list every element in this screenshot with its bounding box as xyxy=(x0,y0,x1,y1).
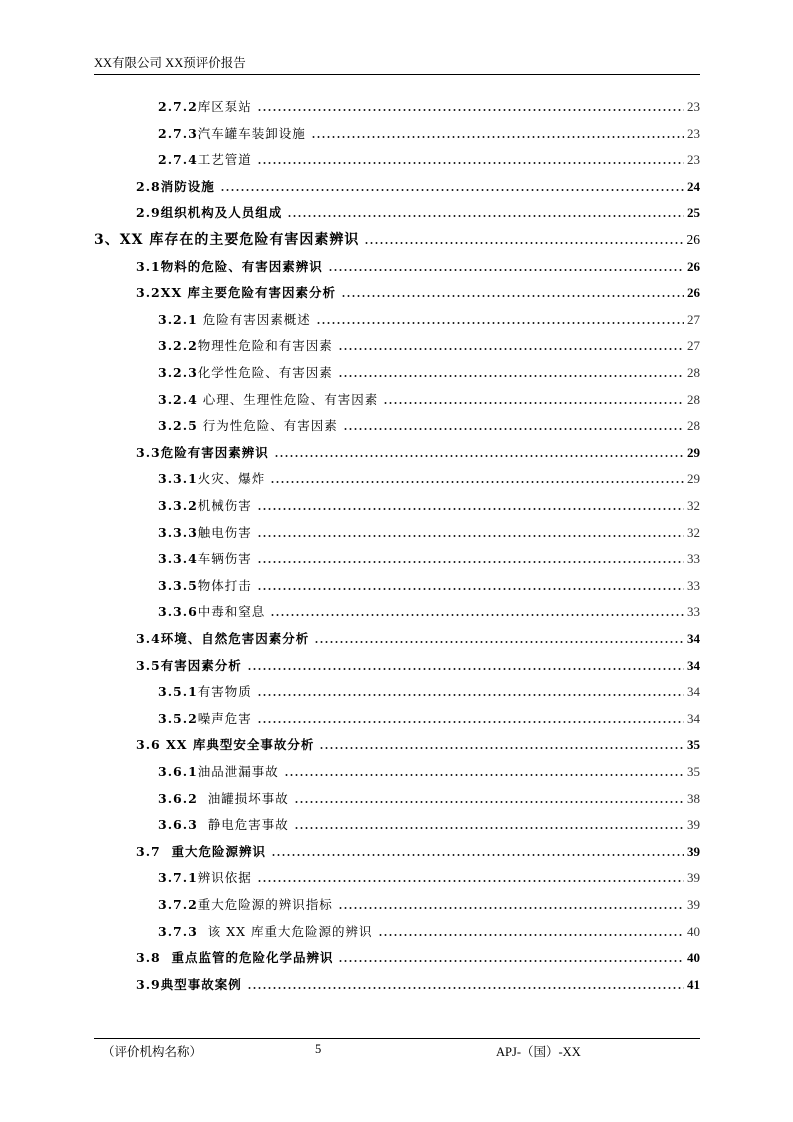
toc-entry-page: 23 xyxy=(687,125,700,141)
toc-entry[interactable] xyxy=(94,230,700,248)
toc-dot-leader xyxy=(294,816,684,830)
toc-entry-number: 3.7 xyxy=(136,843,161,859)
toc-entry[interactable] xyxy=(158,496,700,514)
toc-dot-leader xyxy=(338,364,684,378)
toc-entry-text xyxy=(136,631,311,647)
toc-entry[interactable] xyxy=(158,523,700,541)
toc-dot-leader xyxy=(338,949,684,963)
toc-dot-leader xyxy=(257,710,684,724)
toc-entry-page: 28 xyxy=(687,365,700,380)
toc-entry[interactable] xyxy=(158,124,700,142)
toc-entry-number: 3.3.5 xyxy=(158,577,198,593)
toc-entry-page: 23 xyxy=(687,99,700,114)
toc-entry[interactable] xyxy=(158,602,700,620)
toc-entry-text xyxy=(158,392,380,408)
toc-entry-text xyxy=(136,179,217,195)
toc-entry-page: 34 xyxy=(687,684,700,700)
toc-entry-title: 重点监管的危险化学品辨识 xyxy=(160,950,334,966)
toc-entry-text xyxy=(158,152,254,168)
toc-entry-text xyxy=(158,99,254,115)
toc-entry-page: 29 xyxy=(687,444,700,460)
toc-entry-text xyxy=(158,870,254,886)
toc-dot-leader xyxy=(314,630,684,644)
toc-entry-title: 汽车罐车装卸设施 xyxy=(197,125,306,141)
toc-entry-page: 32 xyxy=(687,498,700,513)
toc-entry-number: 3.2 xyxy=(136,285,161,301)
toc-entry-title: 重大危险源的辨识指标 xyxy=(197,897,333,912)
toc-entry-title: XX 库典型安全事故分析 xyxy=(160,737,315,753)
toc-entry-text xyxy=(158,365,335,381)
toc-entry[interactable] xyxy=(136,735,700,753)
toc-entry-page: 27 xyxy=(687,311,700,327)
toc-dot-leader xyxy=(247,976,684,990)
toc-entry-number: 2.7.4 xyxy=(158,152,198,168)
toc-entry-title: 库区泵站 xyxy=(197,99,252,114)
toc-entry-number: 3.6.2 xyxy=(158,790,198,806)
toc-entry[interactable] xyxy=(158,762,700,780)
toc-entry-number: 3.6.1 xyxy=(158,764,198,779)
toc-entry-page: 26 xyxy=(686,232,700,247)
toc-entry-page: 28 xyxy=(687,391,700,407)
toc-entry-page: 34 xyxy=(687,657,700,673)
toc-entry-title: 消防设施 xyxy=(160,178,215,194)
footer-page-number: 5 xyxy=(315,1042,322,1056)
toc-entry-text xyxy=(136,205,284,221)
toc-entry-number: 3.5 xyxy=(136,657,161,673)
toc-entry-title: 危险有害因素概述 xyxy=(197,311,311,327)
toc-entry-title: 危险有害因素辨识 xyxy=(160,444,269,460)
toc-entry-number: 3.5.1 xyxy=(158,684,198,700)
toc-entry[interactable] xyxy=(158,416,700,434)
toc-entry-number: 3.4 xyxy=(136,631,161,646)
toc-entry-number: 3.6 xyxy=(136,737,161,753)
toc-entry-title: 有害因素分析 xyxy=(160,657,242,673)
toc-entry-text xyxy=(136,950,335,966)
toc-entry-title: 有害物质 xyxy=(197,684,252,700)
toc-entry-text xyxy=(158,764,281,780)
toc-entry-title: XX 库存在的主要危险有害因素辨识 xyxy=(119,232,360,248)
toc-entry[interactable] xyxy=(136,975,700,993)
toc-entry-title: 中毒和窒息 xyxy=(197,604,266,620)
toc-dot-leader xyxy=(343,417,684,431)
toc-entry-text xyxy=(136,844,268,860)
toc-entry-text xyxy=(158,684,254,700)
toc-entry-title: 辨识依据 xyxy=(197,870,252,886)
toc-dot-leader xyxy=(271,843,684,857)
toc-entry-page: 26 xyxy=(687,258,700,274)
toc-entry-page: 34 xyxy=(687,710,700,726)
toc-entry-title: 组织机构及人员组成 xyxy=(160,205,283,221)
toc-dot-leader xyxy=(364,231,683,245)
toc-entry-text xyxy=(158,312,313,328)
toc-dot-leader xyxy=(257,683,684,697)
toc-entry-text xyxy=(136,658,244,674)
toc-entry-page: 29 xyxy=(687,471,700,487)
toc-entry-number: 3.2.4 xyxy=(158,391,198,407)
toc-entry[interactable] xyxy=(136,629,700,647)
toc-entry-page: 35 xyxy=(687,764,700,779)
toc-entry-text xyxy=(158,924,375,940)
toc-entry-page: 33 xyxy=(687,604,700,620)
toc-entry[interactable] xyxy=(158,895,700,913)
toc-entry-text xyxy=(158,791,291,807)
toc-entry-number: 3.6.3 xyxy=(158,817,198,833)
toc-entry[interactable] xyxy=(158,390,700,408)
toc-entry-number: 3.3.2 xyxy=(158,498,198,513)
toc-entry-page: 40 xyxy=(687,950,700,966)
toc-entry-text xyxy=(158,711,254,727)
toc-entry-page: 38 xyxy=(687,790,700,806)
toc-entry-title: 化学性危险、有害因素 xyxy=(197,365,333,380)
toc-entry-page: 33 xyxy=(687,577,700,593)
toc-dot-leader xyxy=(247,657,684,671)
toc-entry-number: 3.7.2 xyxy=(158,897,198,912)
toc-entry-number: 3.3.3 xyxy=(158,524,198,540)
toc-entry-title: 重大危险源辨识 xyxy=(160,843,266,859)
toc-entry-number: 3.8 xyxy=(136,950,161,966)
toc-entry[interactable] xyxy=(136,177,700,195)
toc-entry-page: 25 xyxy=(687,205,700,221)
toc-entry-number: 2.8 xyxy=(136,178,161,194)
toc-entry-text xyxy=(158,578,254,594)
toc-entry-page: 33 xyxy=(687,551,700,567)
toc-entry-title: 行为性危险、有害因素 xyxy=(197,418,338,434)
toc-entry-text xyxy=(158,418,340,434)
toc-entry[interactable] xyxy=(158,922,700,940)
toc-entry-text xyxy=(158,551,254,567)
toc-dot-leader xyxy=(257,524,684,538)
toc-dot-leader xyxy=(220,178,684,192)
toc-dot-leader xyxy=(328,258,684,272)
toc-entry-number: 3.2.5 xyxy=(158,418,198,434)
toc-entry-page: 24 xyxy=(687,178,700,194)
toc-entry-page: 28 xyxy=(687,418,700,434)
toc-entry[interactable] xyxy=(158,682,700,700)
toc-dot-leader xyxy=(311,125,684,139)
toc-entry-page: 32 xyxy=(687,524,700,540)
toc-entry-title: 噪声危害 xyxy=(197,710,252,726)
toc-entry-text xyxy=(136,285,338,301)
toc-entry[interactable] xyxy=(136,842,700,860)
toc-entry-number: 3.3.4 xyxy=(158,551,198,567)
toc-entry[interactable] xyxy=(158,363,700,381)
toc-dot-leader xyxy=(257,497,684,511)
toc-dot-leader xyxy=(341,284,684,298)
toc-entry-page: 26 xyxy=(687,285,700,301)
toc-dot-leader xyxy=(257,98,684,112)
toc-entry-number: 3.3 xyxy=(136,444,161,460)
toc-entry-title: 该 XX 库重大危险源的辨识 xyxy=(197,923,373,939)
toc-entry-number: 3.2.1 xyxy=(158,311,198,327)
header-title: XX有限公司 XX预评价报告 xyxy=(94,56,246,70)
toc-entry-title: 静电危害事故 xyxy=(197,817,289,833)
toc-entry-text xyxy=(158,604,267,620)
toc-entry[interactable] xyxy=(136,257,700,275)
footer-org-name: （评价机构名称） xyxy=(102,1045,203,1059)
toc-dot-leader xyxy=(338,337,684,351)
toc-dot-leader xyxy=(378,923,685,937)
toc-entry-title: 火灾、爆炸 xyxy=(197,471,266,487)
toc-entry-text xyxy=(158,338,335,354)
toc-entry-number: 3.1 xyxy=(136,258,161,274)
toc-dot-leader xyxy=(287,204,684,218)
toc-entry-title: 触电伤害 xyxy=(197,524,252,540)
toc-entry-page: 35 xyxy=(687,737,700,753)
toc-entry[interactable] xyxy=(158,709,700,727)
toc-entry[interactable] xyxy=(158,469,700,487)
toc-entry[interactable] xyxy=(158,576,700,594)
page-header xyxy=(94,55,700,75)
toc-entry-title: 物理性危险和有害因素 xyxy=(197,338,333,354)
toc-dot-leader xyxy=(338,896,684,910)
toc-entry[interactable] xyxy=(136,203,700,221)
toc-entry-number: 3、 xyxy=(94,232,120,248)
toc-entry-text xyxy=(158,525,254,541)
toc-entry[interactable] xyxy=(158,868,700,886)
toc-entry-number: 3.3.1 xyxy=(158,471,198,487)
toc-dot-leader xyxy=(383,391,684,405)
toc-entry-text xyxy=(158,471,267,487)
toc-entry-text xyxy=(158,897,335,913)
toc-entry-title: 环境、自然危害因素分析 xyxy=(160,631,310,646)
toc-entry-title: 典型事故案例 xyxy=(160,976,242,992)
toc-entry-page: 39 xyxy=(687,817,700,833)
toc-entry[interactable] xyxy=(158,549,700,567)
toc-entry-page: 39 xyxy=(687,870,700,886)
footer-doc-code: APJ-（国）-XX xyxy=(496,1045,581,1059)
toc-dot-leader xyxy=(270,470,684,484)
toc-entry-number: 2.9 xyxy=(136,205,161,221)
toc-dot-leader xyxy=(274,444,684,458)
toc-entry-text xyxy=(136,445,271,461)
toc-entry-title: 车辆伤害 xyxy=(197,551,252,567)
toc-entry[interactable] xyxy=(136,283,700,301)
toc-entry-page: 27 xyxy=(687,338,700,354)
toc-entry-text xyxy=(136,977,244,993)
toc-entry[interactable] xyxy=(136,656,700,674)
toc-entry-page: 34 xyxy=(687,631,700,646)
toc-dot-leader xyxy=(257,550,684,564)
toc-entry-text xyxy=(136,259,325,275)
toc-entry[interactable] xyxy=(158,97,700,115)
toc-dot-leader xyxy=(270,603,684,617)
toc-dot-leader xyxy=(257,151,684,165)
toc-dot-leader xyxy=(294,790,684,804)
toc-entry-text xyxy=(158,126,308,142)
toc-entry-page: 39 xyxy=(687,897,700,912)
toc-entry[interactable] xyxy=(158,815,700,833)
toc-entry-number: 3.2.3 xyxy=(158,365,198,380)
toc-entry-title: 机械伤害 xyxy=(197,498,252,513)
toc-entry[interactable] xyxy=(158,789,700,807)
toc-entry-title: 油品泄漏事故 xyxy=(197,764,279,779)
toc-entry-title: 物体打击 xyxy=(197,577,252,593)
toc-entry-text xyxy=(136,737,316,753)
toc-entry[interactable] xyxy=(158,310,700,328)
toc-entry-title: 心理、生理性危险、有害因素 xyxy=(197,391,379,407)
toc-entry-page: 40 xyxy=(687,923,700,939)
toc-entry-title: 油罐损坏事故 xyxy=(197,790,289,806)
toc-entry-number: 3.9 xyxy=(136,976,161,992)
toc-entry-title: XX 库主要危险有害因素分析 xyxy=(160,285,336,301)
toc-entry-number: 3.3.6 xyxy=(158,604,198,620)
toc-entry-number: 3.7.1 xyxy=(158,870,198,886)
toc-entry-title: 工艺管道 xyxy=(197,152,252,168)
toc-entry-number: 3.2.2 xyxy=(158,338,198,354)
toc-entry[interactable] xyxy=(158,336,700,354)
toc-entry-number: 2.7.3 xyxy=(158,125,198,141)
toc-entry-text xyxy=(158,498,254,514)
toc-dot-leader xyxy=(257,869,684,883)
toc-entry-number: 3.7.3 xyxy=(158,923,198,939)
toc-entry-page: 41 xyxy=(687,976,700,992)
toc-entry[interactable] xyxy=(158,150,700,168)
toc-entry[interactable] xyxy=(136,948,700,966)
toc-entry[interactable] xyxy=(136,443,700,461)
page-footer xyxy=(94,1038,700,1059)
toc-dot-leader xyxy=(257,577,684,591)
toc-dot-leader xyxy=(316,311,684,325)
toc-entry-page: 39 xyxy=(687,843,700,859)
toc-entry-text xyxy=(94,232,361,248)
toc-entry-text xyxy=(158,817,291,833)
toc-dot-leader xyxy=(284,763,684,777)
toc-entry-page: 23 xyxy=(687,152,700,168)
toc-entry-title: 物料的危险、有害因素辨识 xyxy=(160,258,323,274)
toc-entry-number: 2.7.2 xyxy=(158,99,198,114)
toc-entry-number: 3.5.2 xyxy=(158,710,198,726)
toc-dot-leader xyxy=(319,736,684,750)
